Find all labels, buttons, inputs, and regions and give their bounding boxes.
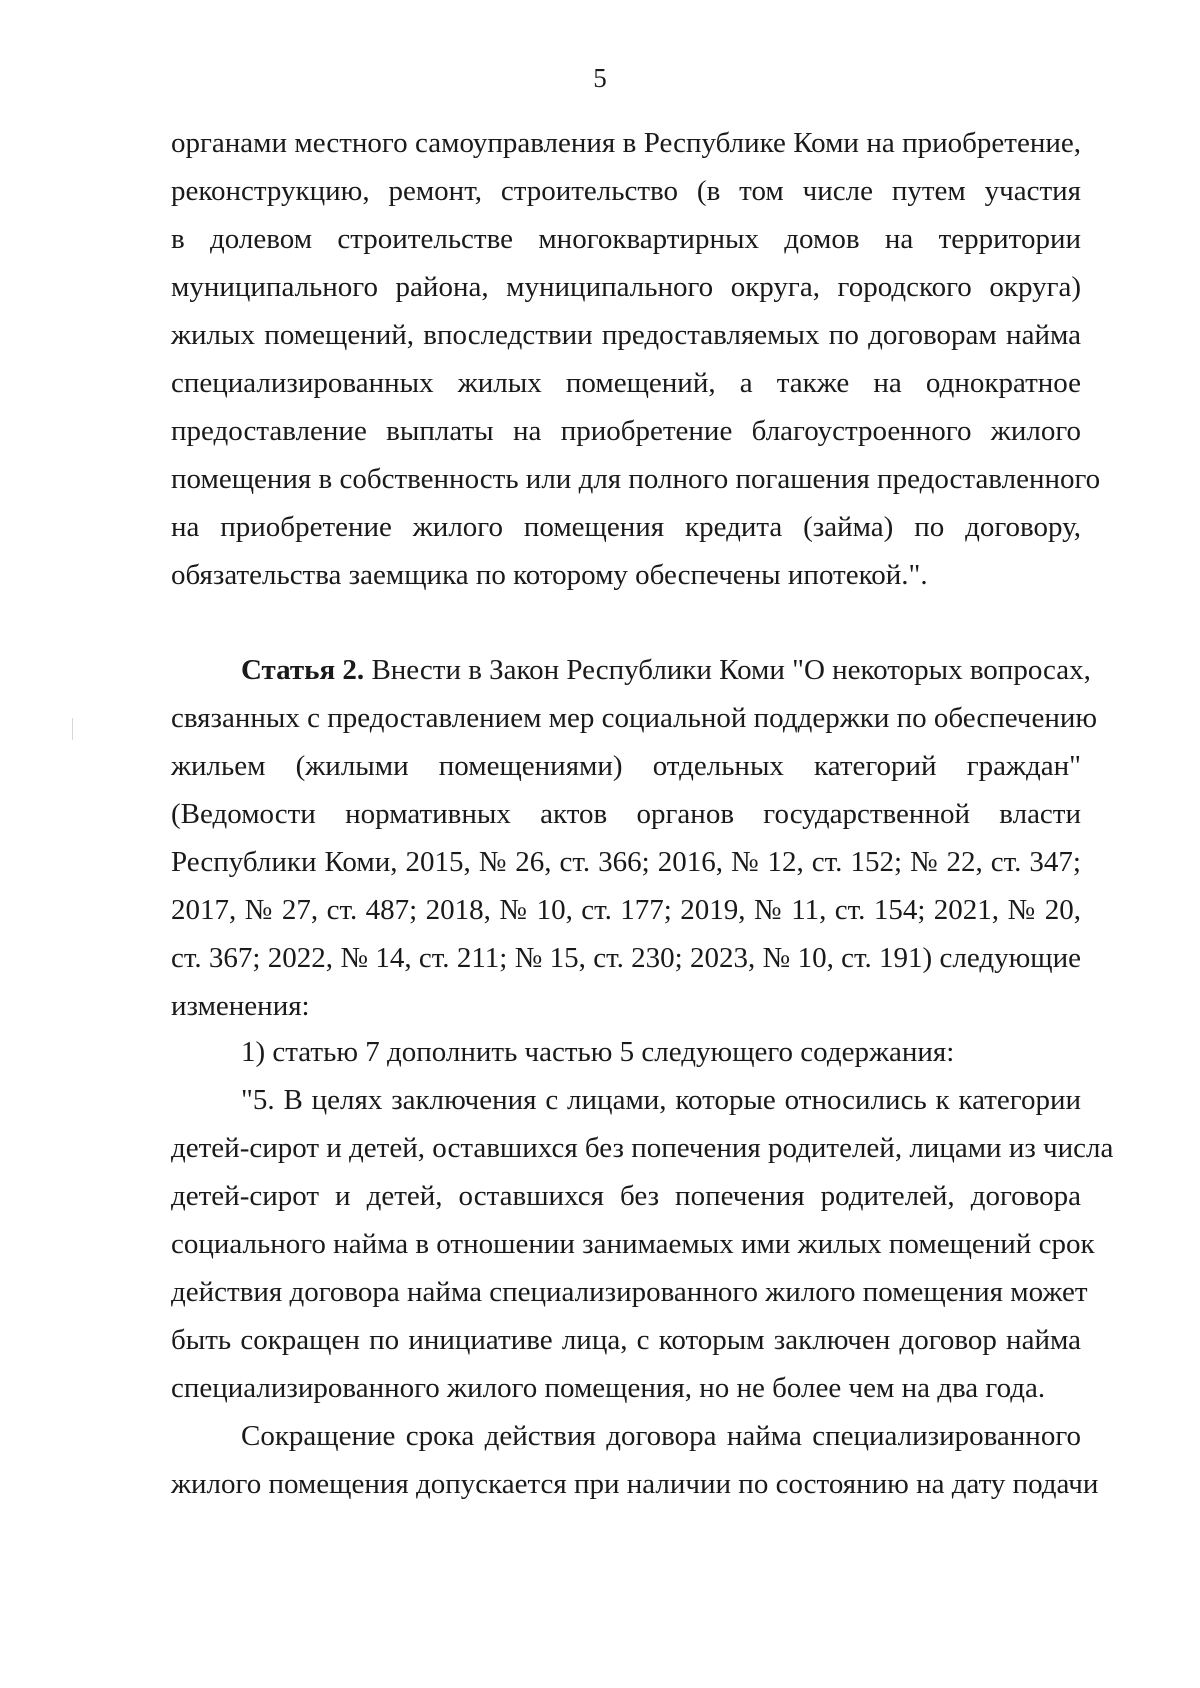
text-line: детей-сирот и детей, оставшихся без попечения родителей, договора xyxy=(171,1180,1081,1212)
text-line: на приобретение жилого помещения кредита (займа) по договору, xyxy=(171,511,1081,543)
page-number: 5 xyxy=(593,63,607,93)
text-line: специализированного жилого помещения, но не более чем на два года. xyxy=(171,1372,1046,1404)
text-line: жилого помещения допускается при наличии по состоянию на дату подачи xyxy=(171,1468,1099,1500)
text-line: социального найма в отношении занимаемых ими жилых помещений срок xyxy=(171,1228,1095,1260)
text-line: реконструкцию, ремонт, строительство (в том числе путем участия xyxy=(171,175,1081,207)
text-line: органами местного самоуправления в Республике Коми на приобретение, xyxy=(171,127,1081,159)
text-line: изменения: xyxy=(171,990,310,1022)
article-heading: Статья 2. xyxy=(241,654,365,686)
closing-paragraph-text xyxy=(171,1412,1099,1508)
part-5 xyxy=(171,1076,1114,1412)
text-line: быть сокращен по инициативе лица, с которым заключен договор найма xyxy=(171,1324,1081,1356)
text-line: 2017, № 27, ст. 487; 2018, № 10, ст. 177; 2019, № 11, ст. 154; 2021, № 20, xyxy=(171,894,1081,926)
scan-artifact xyxy=(72,718,73,740)
text-line: (Ведомости нормативных актов органов государственной власти xyxy=(171,798,1081,830)
text-line: связанных с предоставлением мер социальной поддержки по обеспечению xyxy=(171,702,1098,734)
article-2-text xyxy=(171,646,1098,1030)
text-line: жильем (жилыми помещениями) отдельных категорий граждан" xyxy=(171,750,1081,782)
article-intro: Внести в Закон Республики Коми "О некоторых вопросах, xyxy=(364,654,1091,686)
text-line: Республики Коми, 2015, № 26, ст. 366; 2016, № 12, ст. 152; № 22, ст. 347; xyxy=(171,846,1081,878)
article-2 xyxy=(171,646,1098,1030)
closing-paragraph xyxy=(171,1412,1099,1508)
text-line: предоставление выплаты на приобретение благоустроенного жилого xyxy=(171,415,1081,447)
text-line: "5. В целях заключения с лицами, которые относились к категории xyxy=(241,1084,1081,1116)
text-line: ст. 367; 2022, № 14, ст. 211; № 15, ст. 230; 2023, № 10, ст. 191) следующие xyxy=(171,942,1081,974)
paragraph-continuation xyxy=(171,119,1101,599)
text-line: специализированных жилых помещений, а также на однократное xyxy=(171,367,1081,399)
text-line: действия договора найма специализированного жилого помещения может xyxy=(171,1276,1088,1308)
text-line: в долевом строительстве многоквартирных домов на территории xyxy=(171,223,1081,255)
list-item-text xyxy=(171,1028,1081,1076)
text-line: детей-сирот и детей, оставшихся без попечения родителей, лицами из числа xyxy=(171,1132,1114,1164)
text-line: муниципального района, муниципального округа, городского округа) xyxy=(171,271,1081,303)
paragraph-text xyxy=(171,119,1101,599)
text-line: жилых помещений, впоследствии предоставляемых по договорам найма xyxy=(171,319,1081,351)
text-line: обязательства заемщика по которому обеспечены ипотекой.". xyxy=(171,559,928,591)
text-line: Сокращение срока действия договора найма специализированного xyxy=(241,1420,1081,1452)
list-item-1 xyxy=(171,1028,1081,1076)
part-5-text xyxy=(171,1076,1114,1412)
text-line xyxy=(171,646,1091,694)
text-line: 1) статью 7 дополнить частью 5 следующего содержания: xyxy=(241,1036,955,1068)
text-line: помещения в собственность или для полного погашения предоставленного xyxy=(171,463,1101,495)
